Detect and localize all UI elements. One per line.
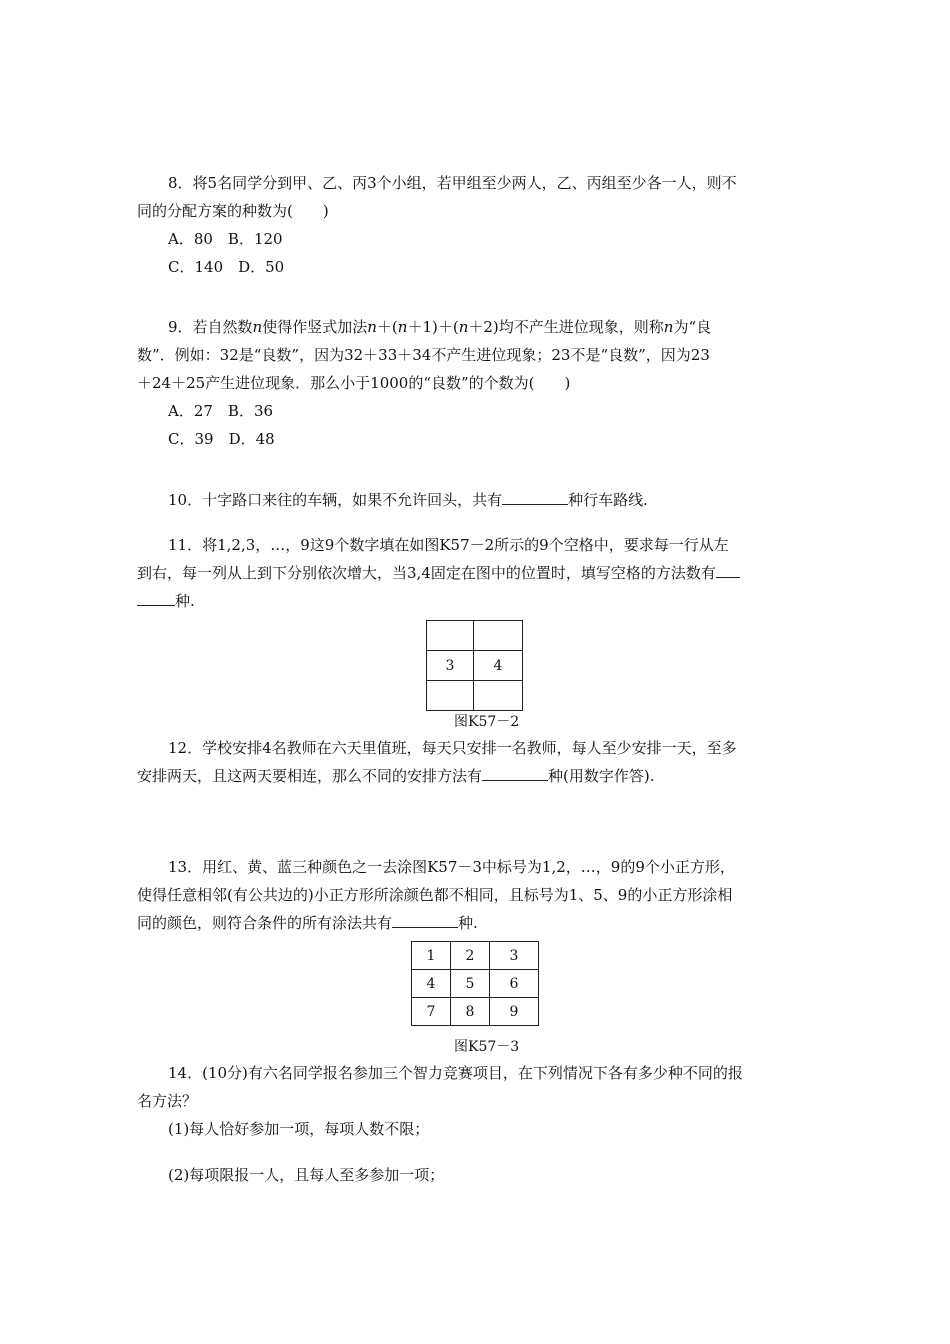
q9-var-n: n <box>458 318 469 336</box>
answer-blank <box>392 913 458 928</box>
q9-var-n: n <box>663 318 674 336</box>
q11-line2-text: 到右，每一列从上到下分别依次增大，当3,4固定在图中的位置时，填写空格的方法数有 <box>137 564 716 582</box>
q9-line1e: ＋2)均不产生进位现象，则称 <box>468 318 664 336</box>
q14-line1: 14．(10分)有六名同学报名参加三个智力竞赛项目，在下列情况下各有多少种不同的报 <box>168 1064 743 1082</box>
grid-cell <box>474 681 523 711</box>
q9-var-n: n <box>397 318 408 336</box>
figure-k57-2-grid <box>426 620 523 711</box>
q11-line3-text: 种. <box>175 592 195 610</box>
figure-k57-3-grid <box>411 941 539 1026</box>
figure-k57-2-caption: 图K57－2 <box>454 714 520 730</box>
q8-options-cd: C．140 D．50 <box>168 258 285 276</box>
q9-var-n: n <box>367 318 377 336</box>
grid-cell: 6 <box>490 970 539 998</box>
q8-options-ab: A．80 B．120 <box>168 230 283 248</box>
grid-cell <box>427 621 474 651</box>
q8-line1: 8．将5名同学分到甲、乙、丙3个小组，若甲组至少两人，乙、丙组至少各一人，则不 <box>168 174 737 192</box>
q13-line3b: 种. <box>458 914 478 932</box>
grid-cell: 4 <box>474 651 523 681</box>
q13-line1: 13．用红、黄、蓝三种颜色之一去涂图K57－3中标号为1,2，…，9的9个小正方形， <box>168 858 735 876</box>
q9-line1a: 9．若自然数 <box>168 318 253 336</box>
q13-line3a: 同的颜色，则符合条件的所有涂法共有 <box>137 914 393 932</box>
q9-line3: ＋24＋25产生进位现象．那么小于1000的“良数”的个数为( ) <box>137 374 571 392</box>
q12-line2b: 种(用数字作答). <box>548 767 655 785</box>
grid-cell: 9 <box>490 998 539 1026</box>
q9-line2: 数”．例如：32是“良数”，因为32＋33＋34不产生进位现象；23不是“良数”，因为23 <box>137 346 710 364</box>
q10-line <box>168 490 648 510</box>
q14-sub1: (1)每人恰好参加一项，每项人数不限； <box>168 1120 430 1138</box>
q10-text-after: 种行车路线. <box>568 491 648 509</box>
q9-line1d: ＋1)＋( <box>407 318 459 336</box>
q12-line2a: 安排两天，且这两天要相连，那么不同的安排方法有 <box>137 767 483 785</box>
q9-options-ab: A．27 B．36 <box>168 402 274 420</box>
q13-line2: 使得任意相邻(有公共边的)小正方形所涂颜色都不相同，且标号为1、5、9的小正方形涂相 <box>137 886 733 904</box>
answer-blank <box>137 591 175 606</box>
q11-line1: 11．将1,2,3，…，9这9个数字填在如图K57－2所示的9个空格中，要求每一行从左 <box>168 536 729 554</box>
q14-sub2: (2)每项限报一人，且每人至多参加一项； <box>168 1166 445 1184</box>
grid-cell: 3 <box>490 942 539 970</box>
q11-line2 <box>137 563 740 583</box>
q9-line1f: 为“良 <box>673 318 712 336</box>
grid-cell <box>427 681 474 711</box>
answer-blank <box>502 490 568 505</box>
grid-cell: 1 <box>412 942 451 970</box>
q12-line1: 12．学校安排4名教师在六天里值班，每天只安排一名教师，每人至少安排一天，至多 <box>168 739 737 757</box>
q11-line3 <box>137 591 195 611</box>
q9-line1c: ＋( <box>376 318 398 336</box>
q9-line1b: 使得作竖式加法 <box>262 318 368 336</box>
answer-blank <box>482 766 548 781</box>
grid-cell: 8 <box>451 998 490 1026</box>
q9-var-n: n <box>252 318 263 336</box>
q14-line2: 名方法？ <box>137 1092 198 1110</box>
grid-cell: 7 <box>412 998 451 1026</box>
answer-blank <box>716 563 740 578</box>
grid-cell: 3 <box>427 651 474 681</box>
q12-line2 <box>137 766 655 786</box>
q8-line2: 同的分配方案的种数为( ) <box>137 202 329 220</box>
grid-cell <box>474 621 523 651</box>
q9-line1 <box>168 317 711 337</box>
q10-text-before: 10．十字路口来往的车辆，如果不允许回头，共有 <box>168 491 503 509</box>
q13-line3 <box>137 913 478 933</box>
grid-cell: 5 <box>451 970 490 998</box>
q9-options-cd: C．39 D．48 <box>168 430 275 448</box>
grid-cell: 2 <box>451 942 490 970</box>
grid-cell: 4 <box>412 970 451 998</box>
figure-k57-3-caption: 图K57－3 <box>454 1039 520 1055</box>
